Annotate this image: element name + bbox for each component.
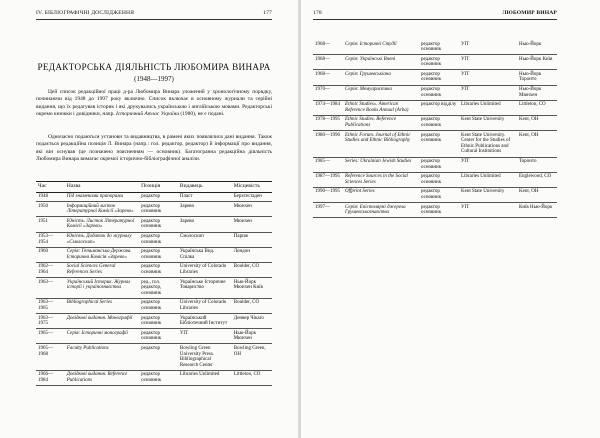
cell-publisher: Зарево (178, 217, 232, 232)
cell-time: 1980—1996 (313, 131, 343, 157)
cell-publisher: Libraries Unlimited (459, 172, 517, 187)
cell-title: Юність. Листок Літературної Комісії «Зарево» (65, 217, 139, 232)
cell-position: редактор основник (419, 203, 459, 218)
cell-title: Серія: Епістолярні джерела Грушевськознавства (343, 203, 419, 218)
table-row (313, 100, 557, 115)
table-row (36, 217, 272, 232)
cell-position: редактор основник (139, 202, 178, 217)
cell-place: Нью-Йорк Київ (517, 55, 557, 70)
cell-publisher: Kent State University. Center for the Studies of Ethnic Publications and Cultural Institutions (459, 131, 517, 157)
cell-title: Під знаменами прапорами (65, 192, 139, 202)
cell-publisher: УІТ (459, 203, 517, 218)
cell-title: Social Sciences General References Series (65, 262, 139, 277)
cell-publisher: Bowling Green University Press. Bibliographical Research Center (178, 344, 232, 370)
cell-publisher: University of Colorado Libraries (178, 262, 232, 277)
cell-position: редактор основник (419, 172, 459, 187)
cell-publisher: Kent State University (459, 115, 517, 130)
cell-position: редактор основник (419, 55, 459, 70)
cell-publisher: УІТ (459, 40, 517, 55)
cell-publisher: Kent State University (459, 187, 517, 202)
cell-title: Bibliographical Series (65, 298, 139, 313)
cell-time: 1963—1975 (36, 314, 65, 329)
cell-time: 1950 (36, 202, 65, 217)
cell-place: Нью-Йорк Торонто (517, 70, 557, 85)
cell-time: 1966—1984 (36, 370, 65, 385)
cell-position: ред., гол. редактор, основник (139, 278, 178, 299)
cell-title: Серія: Історичні монографії (65, 329, 139, 344)
cell-position: редактор основник (419, 131, 459, 157)
table-row (36, 192, 272, 202)
cell-title: Український Історик. Журнал історії і українознавства (65, 278, 139, 299)
table-row (313, 157, 557, 172)
cell-title: Ethnic Studies». American Reference Books Annual (Arba) (343, 100, 419, 115)
page-number: 178 (313, 10, 322, 16)
col-header-position: Позиція (139, 182, 178, 193)
header-rule (313, 19, 557, 20)
cell-place: Нью-Йорк (517, 40, 557, 55)
col-header-title: Назва (65, 182, 139, 193)
table-row (36, 247, 272, 262)
cell-title: Юність. Додаток до журналу «Смолоскип» (65, 232, 139, 247)
cell-position: редактор основник (419, 85, 459, 100)
table-row (313, 85, 557, 100)
cell-place: Мюнхен (232, 202, 272, 217)
cell-place: Нью-Йорк Мюнхен (232, 329, 272, 344)
col-header-publisher: Видавець (178, 182, 232, 193)
editorial-table-right (313, 40, 557, 218)
cell-position: редактор основник (419, 70, 459, 85)
cell-title: Інформаційний листок Літературної Комісії «Зарево» (65, 202, 139, 217)
cell-position: редактор основник (419, 157, 459, 172)
cell-time: 1948 (36, 192, 65, 202)
cell-publisher: Український Бібліотечний Інститут (178, 314, 232, 329)
cell-place: Мюнхен (232, 217, 272, 232)
cell-publisher: УІТ (459, 70, 517, 85)
cell-position: редактор основник (419, 40, 459, 55)
table-row (313, 203, 557, 218)
cell-place: Kent, OH (517, 187, 557, 202)
cell-position: редактор (139, 344, 178, 370)
cell-position: редактор основник (139, 247, 178, 262)
table-header-row (36, 182, 272, 193)
col-header-time: Час (36, 182, 65, 193)
cell-place: Лондон (232, 247, 272, 262)
cell-place: Kent, OH (517, 115, 557, 130)
cell-position: редактор основник (139, 232, 178, 247)
table-row (313, 187, 557, 202)
cell-time: 1997— (313, 203, 343, 218)
article-years: (1948—1997) (134, 75, 174, 83)
table-row (36, 344, 272, 370)
cell-publisher: УІТ (459, 85, 517, 100)
cell-place: Englewood, CO (517, 172, 557, 187)
intro-paragraph (36, 89, 272, 118)
cell-title: Series: Ukrainian Jewish Studies (343, 157, 419, 172)
table-row (313, 40, 557, 55)
table-row (36, 329, 272, 344)
cell-place: Littleton, CO (517, 100, 557, 115)
table-row (313, 115, 557, 130)
cell-position: редактор основник (139, 262, 178, 277)
table-row (313, 131, 557, 157)
table-row (313, 70, 557, 85)
cell-time: 1965— (36, 329, 65, 344)
cell-place: Нью-Йорк Мюнхен Київ (232, 278, 272, 299)
cell-place: Денвер Чікаґо (232, 314, 272, 329)
cell-title: Серія: Українські Вчені (343, 55, 419, 70)
intro-text: Цей список редакційної праці д-ра Любомира Винара уложений у хронологічному порядку, починаючи від 1948 до 1997 року включно. Список включає в основному журнали та серійні видання, що їх редагував історик і які друкувались українською і англійською мовами. Редакторські окремо книжки і довідники, напр. (36, 89, 272, 117)
cell-publisher: УІТ (459, 55, 517, 70)
cell-place: Littleton, CO (232, 370, 272, 385)
cell-place: Kent, OH (517, 131, 557, 157)
cell-position: редактор основник (139, 298, 178, 313)
cell-title: Серія: Грушевськіана (343, 70, 419, 85)
header-rule (36, 19, 272, 20)
cell-publisher: Libraries Unlimited (178, 370, 232, 385)
cell-publisher: Українська Вид. Спілка (178, 247, 232, 262)
cell-title: Faculty Publications (65, 344, 139, 370)
cell-position: редактор основник (419, 115, 459, 130)
table-row (36, 278, 272, 299)
cell-position: редактор основник (139, 370, 178, 385)
cell-time: 1953—1954 (36, 232, 65, 247)
running-head (36, 10, 272, 16)
cell-title: Серія: Мемуаристика (343, 85, 419, 100)
cell-place: Берхтесґаден (232, 192, 272, 202)
page-number: 177 (263, 10, 272, 16)
cell-place: Київ Нью-Йорк (517, 203, 557, 218)
cell-place: Торонто (517, 157, 557, 172)
cell-time: 1968— (313, 55, 343, 70)
col-header-place: Місцевість (232, 182, 272, 193)
cell-place: Boulder, CO (232, 262, 272, 277)
cell-title: Reference Sources in the Social Sciences Series (343, 172, 419, 187)
section-title: IV. БІБЛІОГРАФІЧНІ ДОСЛІДЖЕННЯ (36, 10, 135, 16)
cell-title: Серія: Гетьманська Держава. Історична Комісія «Зарево» (65, 247, 139, 262)
cell-time: 1970— (313, 85, 343, 100)
article-title: РЕДАКТОРСЬКА ДІЯЛЬНІСТЬ ЛЮБОМИРА ВИНАРА (37, 62, 271, 72)
cell-publisher: Зарево (178, 202, 232, 217)
cell-time: 1985— (313, 157, 343, 172)
cell-time: 1951 (36, 217, 65, 232)
table-row (313, 55, 557, 70)
cell-publisher: Українське Історичне Товариство (178, 278, 232, 299)
table-row (36, 298, 272, 313)
intro-text-end: (1980), не є подані. (180, 110, 225, 117)
cell-position: редактор основник (419, 187, 459, 202)
cell-publisher: University of Colorado Libraries (178, 298, 232, 313)
cell-place: Нью-Йорк Мюнхен (517, 85, 557, 100)
running-head (313, 10, 557, 16)
left-page (0, 0, 298, 438)
cell-publisher: Смолоскип (178, 232, 232, 247)
cell-title: Серія: Історичні Студії (343, 40, 419, 55)
cell-title: Довідкові видання. Монографії (65, 314, 139, 329)
editorial-table-left (36, 181, 272, 386)
cell-place: Boulder, CO (232, 298, 272, 313)
cell-time: 1962—1964 (36, 262, 65, 277)
table-row (36, 262, 272, 277)
cell-title: Offprint Series (343, 187, 419, 202)
cell-time: 1965—1968 (36, 344, 65, 370)
author-name: ЛЮБОМИР ВИНАР (502, 10, 557, 16)
cell-time: 1963— (36, 278, 65, 299)
cell-place: Париж (232, 232, 272, 247)
cell-time: 1963—1965 (36, 298, 65, 313)
cell-position: редактор основник (139, 329, 178, 344)
table-row (36, 232, 272, 247)
right-page (301, 0, 600, 438)
cell-title: Ethnic Studies. Reference Publications (343, 115, 419, 130)
cell-time: 1968— (313, 40, 343, 55)
cell-position: редактор відділу (419, 100, 459, 115)
cell-time: 1990—1995 (313, 187, 343, 202)
table-row (36, 314, 272, 329)
cell-time: 1978—1995 (313, 115, 343, 130)
table-row (36, 370, 272, 385)
cell-publisher: УІТ (178, 329, 232, 344)
cell-title: Довідкові видання. Reference Publications (65, 370, 139, 385)
atlas-title: Історичний Атлас України (116, 110, 180, 117)
table-row (36, 202, 272, 217)
second-paragraph: Одночасно подаються установи та видавництва, в рамені яких появлялися дані видання. Також подається редакційна позиція Л. Винара (напр.: гол. редактор, редактор) й інформації про видання, які він оснував (це позначено поясненням — основник). Багатогранна редакційна діяльність Любомира Винара вимагає окремої історично-бібліографічної аналізи. (36, 134, 272, 162)
cell-title: Ethnic Forum. Journal of Ethnic Studies and Ethnic Bibliography (343, 131, 419, 157)
cell-place: Bowling Green, OH (232, 344, 272, 370)
cell-time: 1960 (36, 247, 65, 262)
cell-time: 1974—1984 (313, 100, 343, 115)
cell-position: редактор основник (139, 217, 178, 232)
cell-position: редактор основник (139, 314, 178, 329)
cell-publisher: УІТ (459, 157, 517, 172)
cell-position: редактор (139, 192, 178, 202)
cell-publisher: Libraries Unlimited (459, 100, 517, 115)
cell-publisher: Пласт (178, 192, 232, 202)
cell-time: 1987—1995 (313, 172, 343, 187)
table-row (313, 172, 557, 187)
cell-time: 1968— (313, 70, 343, 85)
